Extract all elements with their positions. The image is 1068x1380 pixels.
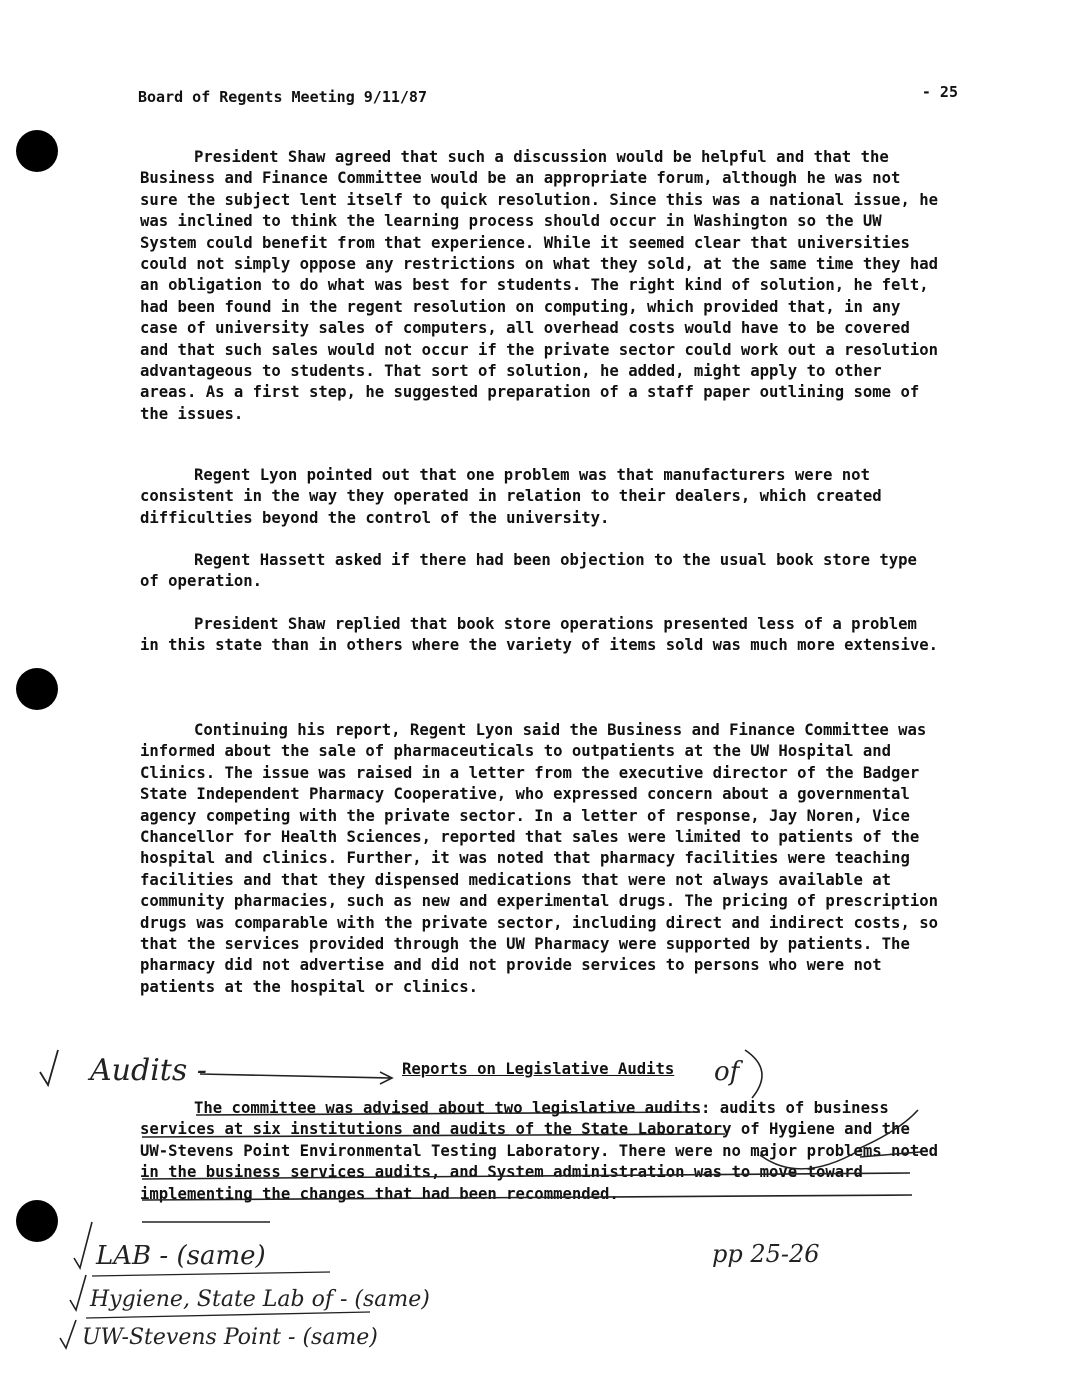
bracket-mark-icon — [745, 1050, 762, 1098]
handwritten-insert: of — [714, 1057, 740, 1087]
handwritten-margin-note: Audits - — [90, 1053, 207, 1088]
insert-curve-icon — [760, 1110, 918, 1169]
arrow-icon — [200, 1072, 392, 1084]
header-title: Board of Regents Meeting 9/11/87 — [138, 88, 427, 106]
handwritten-page-ref: pp 25-26 — [712, 1240, 820, 1268]
check-mark-icon — [40, 1050, 58, 1085]
paragraph-text: Regent Hassett asked if there had been objection to the usual book store type of operation. — [140, 551, 917, 591]
paragraph-text: Regent Lyon pointed out that one problem was that manufacturers were not consistent in the way they operated in relation to their dealers, which created difficulties beyond the control of the university. — [140, 466, 882, 527]
paragraph-text: President Shaw agreed that such a discussion would be helpful and that the Business and Finance Committee would be an appropriate forum, although he was not sure the subject lent itself to quick resolution. Since this was a national issue, he was inclined to think the learning process should occur in Washington so the UW System could benefit from that experience. While it seemed clear that universities could not simply oppose any restrictions on what they sold, at the same time they had an obligation to do what was best for students. The right kind of solution, he felt, had been found in the regent resolution on computing, which provided that, in any case of university sales of computers, all overhead costs would have to be covered and that such sales would not occur if the private sector could work out a resolution advantageous to students. That sort of solution, he added, might apply to other areas. As a first step, he suggested preparation of a staff paper outlining some of the issues. — [140, 148, 938, 423]
paragraph-text: Continuing his report, Regent Lyon said the Business and Finance Committee was informed about the sale of pharmaceuticals to outpatients at the UW Hospital and Clinics. The issue was raised in a letter from the executive director of the Badger State Independent Pharmacy Cooperative, who expressed concern about a governmental agency competing with the private sector. In a letter of response, Jay Noren, Vice Chancellor for Health Sciences, reported that sales were limited to patients of the hospital and clinics. Further, it was noted that pharmacy facilities were teaching facilities and that they dispensed medications that were not always available at community pharmacies, such as new and experimental drugs. The pricing of prescription drugs was comparable with the private sector, including direct and indirect costs, so that the services provided through the UW Pharmacy were supported by patients. The pharmacy did not advertise and did not provide services to persons who were not patients at the hospital or clinics. — [140, 721, 938, 996]
check-mark-icon — [60, 1320, 76, 1348]
underline — [86, 1312, 370, 1318]
underline — [92, 1272, 330, 1276]
handwritten-list-item: LAB - (same) — [96, 1241, 266, 1271]
strike-lines — [142, 1112, 920, 1222]
check-mark-icon — [70, 1275, 86, 1310]
page-number: - 25 — [921, 83, 958, 101]
struck-paragraph: The committee was advised about two legislative audits: audits of business services at six institutions and audits of the State Laboratory of Hygiene and the UW-Stevens Point Environmental Testing Laboratory. There were no major problems noted in the business services audits, and System administration was to move toward implementing the changes that had been recommended. — [140, 1099, 938, 1203]
handwritten-list-item: UW-Stevens Point - (same) — [82, 1325, 378, 1350]
paragraph-text: President Shaw replied that book store operations presented less of a problem in this state than in others where the variety of items sold was much more extensive. — [140, 615, 938, 655]
section-heading: Reports on Legislative Audits — [402, 1060, 675, 1078]
handwritten-list-item: Hygiene, State Lab of - (same) — [90, 1287, 430, 1312]
check-mark-icon — [74, 1222, 92, 1268]
